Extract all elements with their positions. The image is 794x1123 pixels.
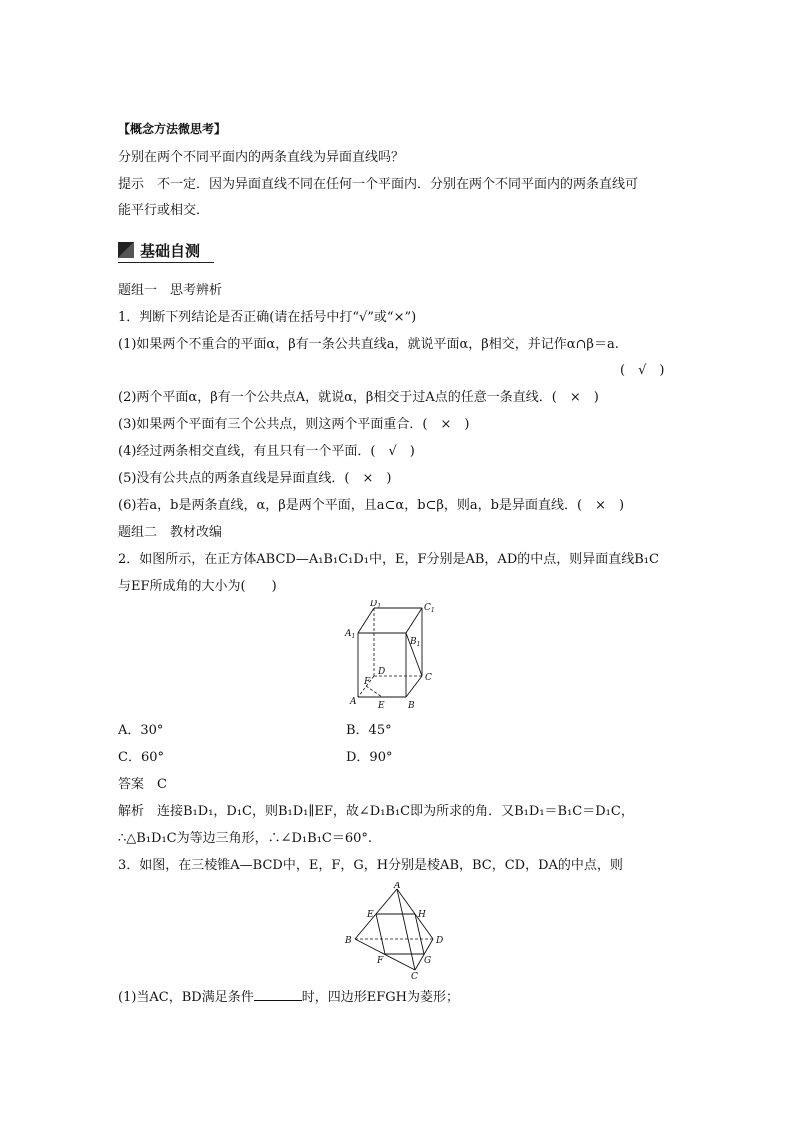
q1-item3: (3)如果两个平面有三个公共点，则这两个平面重合．( × ) bbox=[118, 417, 470, 432]
answer-blank[interactable] bbox=[254, 988, 302, 1001]
q1-item1: (1)如果两个不重合的平面α，β有一条公共直线a，就说平面α，β相交，并记作α∩β＝a. bbox=[118, 337, 619, 352]
label-F: F bbox=[364, 677, 371, 687]
label-C: C bbox=[411, 972, 418, 980]
concept-hint-line1: 提示 不一定．因为异面直线不同在任何一个平面内．分别在两个不同平面内的两条直线可 bbox=[118, 177, 639, 192]
q2-analysis-line1: 解析 连接B₁D₁，D₁C，则B₁D₁∥EF，故∠D₁B₁C即为所求的角．又B₁D₁＝B₁C＝D₁C， bbox=[118, 804, 634, 819]
label-B: B bbox=[345, 936, 352, 946]
label-A1: $A_1$ bbox=[345, 629, 356, 640]
label-D1: $D_1$ bbox=[370, 600, 382, 610]
label-F: F bbox=[377, 956, 384, 966]
label-E: E bbox=[367, 910, 374, 920]
label-B1: $B_1$ bbox=[410, 637, 421, 648]
label-C1: $C_1$ bbox=[424, 603, 435, 614]
q1-stem: 1．判断下列结论是否正确(请在括号中打“√”或“×”) bbox=[118, 310, 417, 325]
q3-stem: 3．如图，在三棱锥A—BCD中，E，F，G，H分别是棱AB，BC，CD，DA的中点，则 bbox=[118, 858, 623, 873]
q1-item4: (4)经过两条相交直线，有且只有一个平面．( √ ) bbox=[118, 444, 415, 459]
q3-sub1 bbox=[118, 988, 459, 1007]
label-G: G bbox=[424, 956, 432, 966]
q1-item6: (6)若a，b是两条直线，α，β是两个平面，且a⊂α，b⊂β，则a，b是异面直线．( × ) bbox=[118, 498, 625, 513]
label-D: D bbox=[436, 936, 444, 946]
cube-figure bbox=[340, 600, 460, 715]
tetrahedron-figure bbox=[343, 882, 453, 980]
q2-stem-line2: 与EF所成角的大小为( ) bbox=[118, 579, 277, 594]
section-title: 基础自测 bbox=[140, 242, 201, 260]
label-A: A bbox=[394, 882, 401, 891]
group2-title: 题组二 教材改编 bbox=[118, 525, 223, 540]
label-C: C bbox=[425, 673, 432, 683]
q1-item2: (2)两个平面α，β有一个公共点A，就说α，β相交于过A点的任意一条直线．( × ) bbox=[118, 390, 599, 405]
q1-item1-answer: ( √ ) bbox=[620, 363, 665, 378]
concept-label: 【概念方法微思考】 bbox=[118, 122, 227, 136]
label-A: A bbox=[350, 697, 357, 707]
label-D: D bbox=[378, 667, 386, 677]
q2-option-a: A．30° bbox=[118, 723, 164, 738]
q2-option-c: C．60° bbox=[118, 750, 164, 765]
q1-item5: (5)没有公共点的两条直线是异面直线．( × ) bbox=[118, 471, 392, 486]
concept-question: 分别在两个不同平面内的两条直线为异面直线吗？ bbox=[118, 150, 405, 165]
q2-analysis-line2: ∴△B₁D₁C为等边三角形，∴∠D₁B₁C＝60°. bbox=[118, 831, 373, 846]
q2-option-b: B．45° bbox=[346, 723, 392, 738]
q3-sub1-pre: (1)当AC，BD满足条件 bbox=[118, 990, 254, 1005]
section-heading bbox=[118, 240, 214, 263]
concept-hint-line2: 能平行或相交． bbox=[118, 203, 210, 218]
label-E: E bbox=[378, 701, 385, 711]
q2-stem-line1: 2．如图所示，在正方体ABCD—A₁B₁C₁D₁中，E，F分别是AB，AD的中点，则异面直线B₁C bbox=[118, 552, 659, 567]
group1-title: 题组一 思考辨析 bbox=[118, 283, 223, 298]
label-H: H bbox=[418, 910, 426, 920]
label-B: B bbox=[408, 701, 415, 711]
q3-sub1-post: 时，四边形EFGH为菱形； bbox=[301, 990, 459, 1005]
q2-answer: 答案 C bbox=[118, 777, 167, 792]
section-square-icon bbox=[118, 242, 134, 258]
q2-option-d: D．90° bbox=[346, 750, 393, 765]
